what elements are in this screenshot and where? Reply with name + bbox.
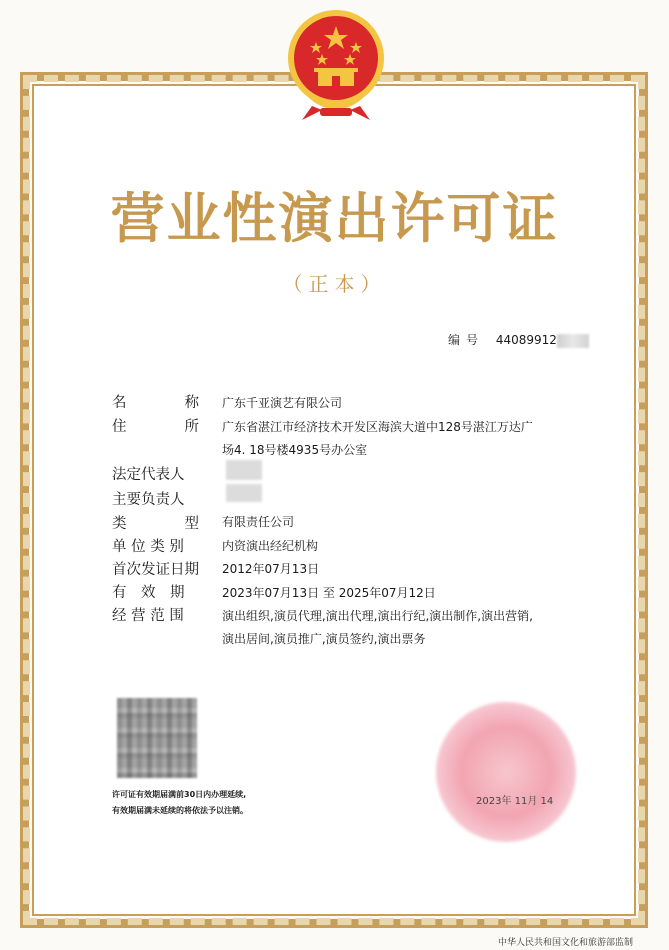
- number-redaction: [557, 334, 589, 348]
- field-label-unit-category: 单 位 类 别: [112, 539, 184, 555]
- official-seal-redacted: [436, 702, 576, 842]
- field-value-validity: 2023年07月13日 至 2025年07月12日: [222, 586, 436, 600]
- legal-rep-redaction: [226, 460, 262, 480]
- field-label-principal: 主要负责人: [112, 492, 185, 508]
- validity-note: [112, 787, 248, 819]
- field-value-type: 有限责任公司: [222, 515, 295, 529]
- field-value-business-scope: 演出组织,演员代理,演出代理,演出行纪,演出制作,演出营销,: [222, 609, 533, 623]
- footer-supervisor: 中华人民共和国文化和旅游部监制: [498, 938, 634, 948]
- field-label-name: 名 称: [112, 395, 199, 411]
- field-value-business-scope-line2: 演出居间,演员推广,演员签约,演出票务: [222, 632, 426, 646]
- qr-code-redacted: [117, 698, 197, 778]
- field-value-address-line2: 场4. 18号楼4935号办公室: [222, 443, 368, 457]
- field-label-validity: 有 效 期: [112, 585, 185, 601]
- number-value: 44089912: [495, 333, 557, 347]
- certificate-subtitle: （正本）: [282, 272, 387, 296]
- field-label-type: 类 型: [112, 516, 199, 532]
- field-value-unit-category: 内资演出经纪机构: [222, 539, 319, 553]
- certificate-number: [448, 331, 589, 348]
- field-value-name: 广东千亚演艺有限公司: [222, 396, 343, 410]
- field-label-business-scope: 经 营 范 围: [112, 608, 184, 624]
- certificate-title: 营业性演出许可证: [110, 186, 559, 250]
- national-emblem-icon: [282, 6, 390, 124]
- field-label-first-issue-date: 首次发证日期: [112, 562, 199, 578]
- note-line-2: 有效期届满未延续的将依法予以注销。: [112, 806, 248, 815]
- field-label-legal-rep: 法定代表人: [112, 467, 185, 483]
- number-label: 编号: [448, 333, 485, 347]
- field-value-first-issue-date: 2012年07月13日: [222, 562, 320, 576]
- principal-redaction: [226, 484, 262, 502]
- issue-date: 2023年 11月 14: [476, 796, 554, 807]
- field-label-address: 住 所: [112, 419, 199, 435]
- note-line-1: 许可证有效期届满前30日内办理延续,: [112, 790, 247, 799]
- field-value-address: 广东省湛江市经济技术开发区海滨大道中128号湛江万达广: [222, 420, 533, 434]
